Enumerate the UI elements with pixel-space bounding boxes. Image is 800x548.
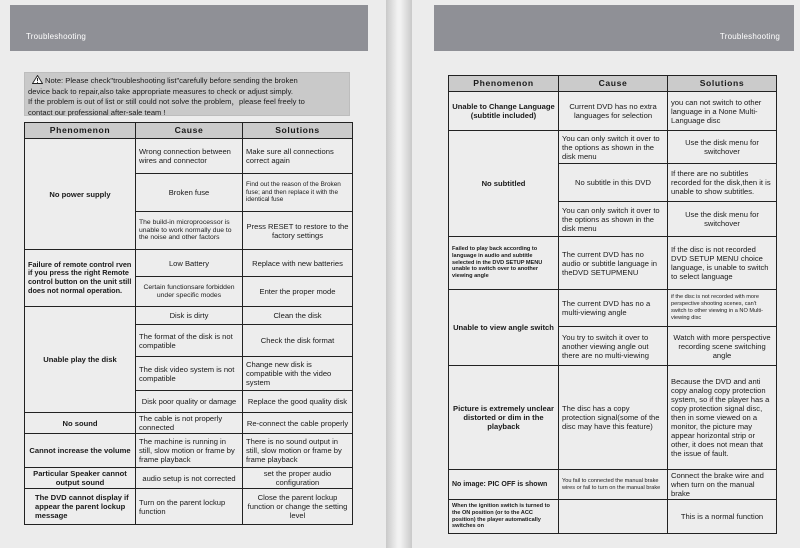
troubleshooting-table-right — [448, 75, 777, 534]
phenomenon-cell: The DVD cannot display if appear the parent lockup message — [25, 489, 136, 525]
note-line-3: If the problem is out of list or still could not solve the problem，please feel freely to — [28, 97, 305, 107]
table-row — [25, 307, 353, 325]
phenomenon-cell: When the ignition switch is turned to the ON position (or to the ACC position) the player automatically switches on — [449, 500, 559, 534]
cause-cell: Broken fuse — [136, 174, 243, 212]
cause-cell: Turn on the parent lockup function — [136, 489, 243, 525]
table-row — [449, 92, 777, 131]
solution-cell: Use the disk menu for switchover — [668, 202, 777, 237]
solution-cell: Re-connect the cable properly — [243, 413, 353, 434]
cause-cell: The disk video system is not compatible — [136, 357, 243, 391]
note-box — [24, 72, 350, 116]
solution-cell: Enter the proper mode — [243, 277, 353, 307]
cause-cell: Current DVD has no extra languages for selection — [559, 92, 668, 131]
phenomenon-cell: Unable to Change Language (subtitle included) — [449, 92, 559, 131]
phenomenon-cell: No image: PIC OFF is shown — [449, 470, 559, 500]
cause-cell: The machine is running in still, slow motion or frame by frame playback — [136, 434, 243, 468]
solution-cell: Press RESET to restore to the factory settings — [243, 212, 353, 250]
table-row — [25, 413, 353, 434]
phenomenon-cell: Particular Speaker cannot output sound — [25, 468, 136, 489]
warning-icon — [32, 75, 43, 84]
header-cause: Cause — [136, 123, 243, 139]
troubleshooting-table-left — [24, 122, 353, 525]
solution-cell: set the proper audio configuration — [243, 468, 353, 489]
phenomenon-cell: No power supply — [25, 139, 136, 250]
solution-cell: Clean the disk — [243, 307, 353, 325]
table-row — [449, 366, 777, 470]
solution-cell: Change new disk is compatible with the video system — [243, 357, 353, 391]
solution-cell: If the disc is not recorded DVD SETUP MENU choice language, is unable to switch to select language — [668, 237, 777, 290]
cause-cell: You can only switch it over to the options as shown in the disk menu — [559, 131, 668, 164]
phenomenon-cell: Cannot increase the volume — [25, 434, 136, 468]
cause-cell: The build-in microprocessor is unable to work normally due to the noise and other factors — [136, 212, 243, 250]
cause-cell: The current DVD has no a multi-viewing angle — [559, 290, 668, 327]
table-header-row — [449, 76, 777, 92]
cause-cell: audio setup is not corrected — [136, 468, 243, 489]
phenomenon-cell: No subtitled — [449, 131, 559, 237]
solution-cell: Connect the brake wire and when turn on the manual brake — [668, 470, 777, 500]
phenomenon-cell: Failure of remote control rven if you press the right Remote control button on the unit still does not normal operation. — [25, 250, 136, 307]
cause-cell — [559, 500, 668, 534]
solution-cell: Replace the good quality disk — [243, 391, 353, 413]
note-line-1: Note: Please check"troubleshooting list"carefully before sending the broken — [45, 76, 298, 85]
cause-cell: You fail to connected the manual brake wires or fail to turn on the manual brake — [559, 470, 668, 500]
header-phenomenon: Phenomenon — [25, 123, 136, 139]
solution-cell: If there are no subtitles recorded for the disk,then it is unable to show subtitles. — [668, 164, 777, 202]
cause-cell: The current DVD has no audio or subtitle language in theDVD SETUPMENU — [559, 237, 668, 290]
table-row — [449, 500, 777, 534]
phenomenon-cell: Picture is extremely unclear distorted or dim in the playback — [449, 366, 559, 470]
table-row — [25, 250, 353, 277]
phenomenon-cell: Unable play the disk — [25, 307, 136, 413]
table-row — [449, 237, 777, 290]
table-row — [25, 434, 353, 468]
solution-cell: Make sure all connections correct again — [243, 139, 353, 174]
left-header-bar — [10, 5, 368, 51]
solution-cell: you can not switch to other language in a None Multi-Language disc — [668, 92, 777, 131]
solution-cell: Replace with new batteries — [243, 250, 353, 277]
header-solutions: Solutions — [668, 76, 777, 92]
solution-cell: if the disc is not recorded with more perspective shooting scenes, can't switch to other viewing in a NO Multi-viewing disc — [668, 290, 777, 327]
right-header-bar — [434, 5, 794, 51]
phenomenon-cell: Failed to play back according to language in audio and subtitle selected in the DVD SETUP MENU unable to switch over to another viewing angle — [449, 237, 559, 290]
right-header-title: Troubleshooting — [719, 32, 780, 41]
table-row — [25, 468, 353, 489]
cause-cell: Low Battery — [136, 250, 243, 277]
cause-cell: Certain functionsare forbidden under specific modes — [136, 277, 243, 307]
phenomenon-cell: Unable to view angle switch — [449, 290, 559, 366]
solution-cell: Check the disk format — [243, 325, 353, 357]
cause-cell: Disk poor quality or damage — [136, 391, 243, 413]
solution-cell: Close the parent lockup function or change the setting level — [243, 489, 353, 525]
table-header-row — [25, 123, 353, 139]
note-line-2: device back to repair,also take appropriate measures to check or adjust simply. — [28, 86, 293, 96]
solution-cell: Because the DVD and anti copy analog copy protection system, so if the player has a copy protection signal disc, then in some viewed on a monitor, the picture may appear horizontal strip or other, it does not mean that the issue of fault. — [668, 366, 777, 470]
cause-cell: The disc has a copy protection signal(some of the disc may have this feature) — [559, 366, 668, 470]
table-row — [25, 489, 353, 525]
solution-cell: This is a normal function — [668, 500, 777, 534]
cause-cell: Disk is dirty — [136, 307, 243, 325]
table-row — [25, 139, 353, 174]
solution-cell: Use the disk menu for switchover — [668, 131, 777, 164]
left-header-title: Troubleshooting — [26, 32, 87, 41]
table-row — [449, 470, 777, 500]
cause-cell: You can only switch it over to the options as shown in the disk menu — [559, 202, 668, 237]
header-solutions: Solutions — [243, 123, 353, 139]
cause-cell: No subtitle in this DVD — [559, 164, 668, 202]
note-line-4: contact our professional after-sale team ! — [28, 107, 166, 117]
solution-cell: Watch with more perspective recording scene switching angle — [668, 327, 777, 366]
page-gutter — [386, 0, 412, 548]
cause-cell: The format of the disk is not compatible — [136, 325, 243, 357]
cause-cell: The cable is not properly connected — [136, 413, 243, 434]
cause-cell: You try to switch it over to another viewing angle out there are no multi-viewing — [559, 327, 668, 366]
header-phenomenon: Phenomenon — [449, 76, 559, 92]
table-row — [449, 290, 777, 327]
solution-cell: There is no sound output in still, slow motion or frame by frame playback — [243, 434, 353, 468]
header-cause: Cause — [559, 76, 668, 92]
cause-cell: Wrong connection between wires and connector — [136, 139, 243, 174]
table-row — [449, 131, 777, 164]
phenomenon-cell: No sound — [25, 413, 136, 434]
solution-cell: Find out the reason of the Broken fuse; and then replace it with the identical fuse — [243, 174, 353, 212]
